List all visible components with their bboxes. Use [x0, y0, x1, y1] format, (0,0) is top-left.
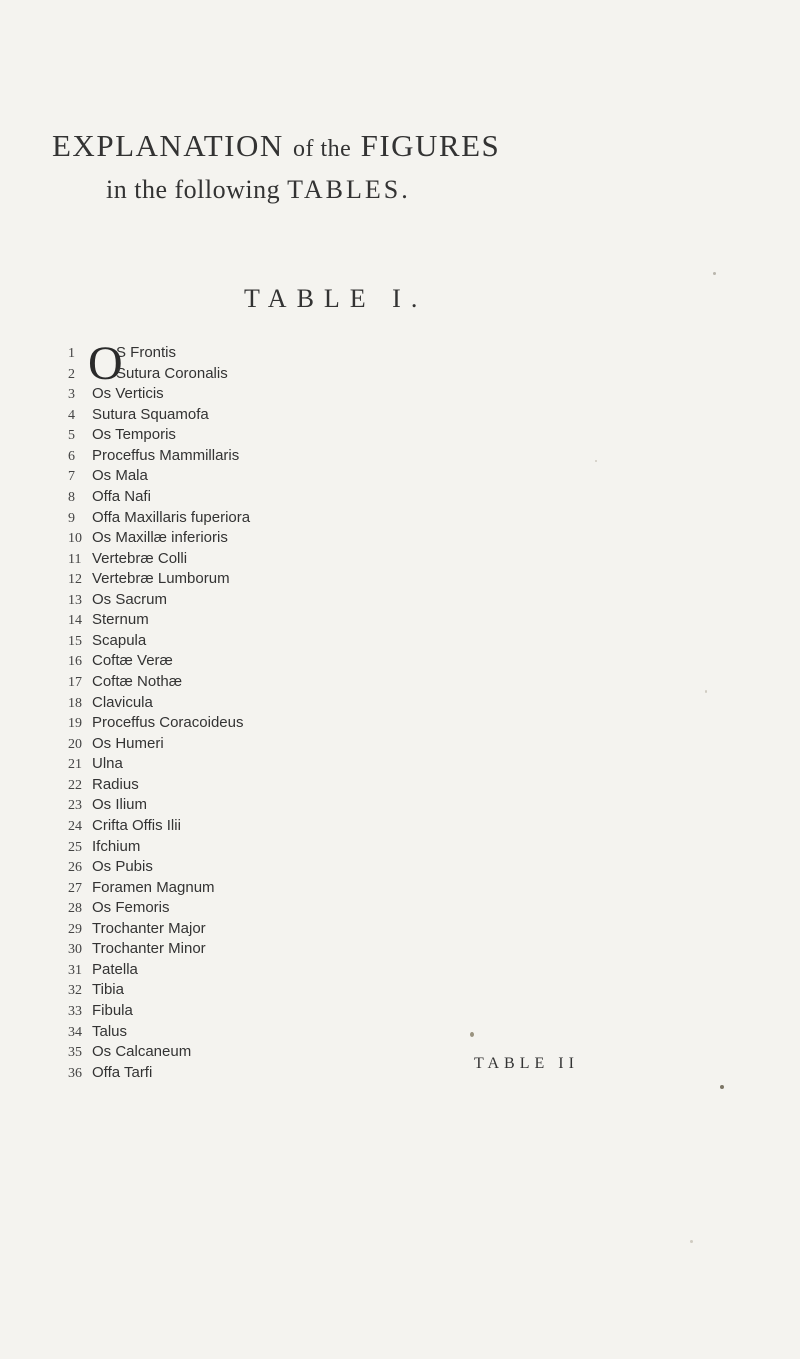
legend-entry-name: Trochanter Minor: [92, 940, 206, 958]
paper-speck: [720, 1085, 724, 1089]
page-heading: [52, 128, 772, 164]
legend-entry-number: 3: [68, 387, 75, 403]
legend-entry: [68, 816, 250, 837]
legend-entry-name: Vertebræ Colli: [92, 549, 188, 567]
legend-entry: [68, 569, 250, 590]
legend-entry-number: 23: [68, 798, 82, 814]
paper-speck: [595, 460, 597, 462]
legend-entry-name: Trochanter Major: [92, 919, 206, 937]
paper-speck: [705, 690, 707, 693]
legend-entry-number: 1: [68, 346, 75, 361]
legend-entry-number: 26: [68, 860, 82, 876]
legend-entry-name: Os Femoris: [92, 899, 170, 917]
legend-entry-name: Crifta Offis Ilii: [92, 816, 181, 834]
legend-entry-number: 32: [68, 983, 82, 999]
legend-entry: [68, 549, 250, 570]
legend-entry-name: Foramen Magnum: [92, 878, 215, 896]
legend-entry: [68, 878, 250, 899]
legend-entry: [68, 508, 250, 529]
drop-cap-letter: O: [88, 337, 123, 390]
legend-entry-number: 34: [68, 1024, 82, 1040]
legend-entry-number: 33: [68, 1004, 82, 1019]
legend-entry: [68, 734, 250, 755]
legend-entry-number: 17: [68, 675, 82, 690]
legend-entry-name: Patella: [92, 960, 138, 978]
legend-entry-name: Fibula: [92, 1002, 133, 1019]
legend-entry-name: Os Verticis: [92, 385, 164, 403]
legend-entry-number: 4: [68, 407, 75, 423]
legend-entry: [68, 672, 250, 693]
legend-entry-name: Ifchium: [92, 837, 141, 855]
legend-entry-number: 18: [68, 695, 82, 711]
legend-entry-name: S Frontis: [116, 344, 177, 361]
figure-legend-list: [68, 337, 251, 1083]
legend-entry-number: 24: [68, 818, 82, 834]
legend-entry-name: Sutura Coronalis: [116, 364, 228, 382]
legend-entry-name: Talus: [92, 1022, 128, 1040]
legend-entry: [68, 631, 250, 652]
legend-entry-number: 27: [68, 880, 82, 896]
paper-speck: [470, 1032, 474, 1037]
legend-entry: [68, 980, 250, 1001]
legend-entry: [68, 775, 250, 796]
legend-entry: [68, 446, 250, 467]
legend-entry-name: Tibia: [92, 981, 124, 999]
legend-entry: [68, 405, 250, 426]
legend-entry-number: 13: [68, 592, 82, 608]
heading-explanation: EXPLANATION: [52, 128, 284, 163]
legend-entry-number: 5: [68, 428, 75, 444]
legend-entry-name: Offa Maxillaris fuperiora: [92, 508, 251, 526]
legend-entry-name: Os Sacrum: [92, 590, 168, 608]
legend-entry-name: Clavicula: [92, 693, 153, 711]
legend-entry-name: Coftæ Veræ: [92, 652, 173, 670]
legend-entry-name: Ulna: [92, 755, 123, 773]
legend-entry: [68, 425, 250, 446]
legend-entry-number: 35: [68, 1045, 82, 1061]
legend-entry-number: 8: [68, 489, 75, 505]
legend-entry: [68, 1063, 250, 1084]
legend-entry-name: Radius: [92, 775, 139, 793]
legend-entry-name: Os Maxillæ inferioris: [92, 529, 228, 547]
legend-entry-number: 2: [68, 366, 75, 382]
legend-entry: [68, 651, 250, 672]
legend-entry: [68, 590, 250, 611]
legend-entry-name: Offa Nafi: [92, 487, 151, 505]
legend-entry: [68, 1022, 250, 1043]
legend-entry: [68, 610, 250, 631]
legend-entry-number: 16: [68, 654, 82, 670]
legend-entry-number: 28: [68, 901, 82, 917]
legend-entry: [68, 487, 250, 508]
legend-entry: [68, 754, 250, 775]
table-title: TABLE I.: [244, 284, 428, 313]
legend-entry: [68, 898, 250, 919]
legend-entry-number: 14: [68, 613, 82, 629]
legend-entry-number: 21: [68, 757, 82, 773]
legend-entry-name: Os Temporis: [92, 426, 176, 444]
heading-figures: FIGURES: [360, 128, 501, 163]
legend-entry-number: 31: [68, 962, 82, 978]
legend-entry: [68, 1042, 250, 1063]
legend-entry-name: Coftæ Nothæ: [92, 673, 183, 690]
catchword: TABLE II: [474, 1055, 579, 1072]
legend-entry: [68, 837, 250, 858]
legend-entry: [68, 528, 250, 549]
paper-speck: [690, 1240, 693, 1243]
legend-entry: [68, 919, 250, 940]
legend-entry: [68, 384, 250, 405]
legend-entry-name: Sternum: [92, 611, 149, 629]
legend-entry: [68, 960, 250, 981]
legend-entry: [68, 364, 250, 385]
legend-entry: [68, 857, 250, 878]
legend-entry: [68, 795, 250, 816]
legend-entry-number: 11: [68, 551, 82, 567]
legend-entry: [68, 939, 250, 960]
legend-entry-name: Sutura Squamofa: [92, 405, 209, 423]
legend-entry-name: Proceffus Coracoideus: [92, 714, 244, 732]
legend-entry-number: 10: [68, 531, 82, 547]
legend-entry-name: Os Ilium: [92, 796, 148, 814]
heading-of-the: of the: [293, 136, 352, 162]
legend-entry-number: 36: [68, 1065, 82, 1081]
legend-entry-number: 29: [68, 921, 82, 937]
legend-entry-name: Vertebræ Lumborum: [92, 570, 230, 588]
legend-entry-number: 6: [68, 448, 75, 464]
legend-entry-number: 12: [68, 572, 82, 588]
legend-entry-name: Os Mala: [92, 467, 148, 485]
legend-entry-number: 15: [68, 633, 82, 649]
legend-entry: [68, 1001, 250, 1022]
legend-entry-number: 19: [68, 716, 82, 732]
page-subheading: [106, 175, 411, 205]
legend-entry-number: 25: [68, 839, 82, 855]
legend-entry-name: Scapula: [92, 631, 147, 649]
subheading-tables: TABLES.: [287, 175, 411, 204]
legend-entry-number: 9: [68, 510, 75, 526]
legend-entry: [68, 466, 250, 487]
subheading-in-the-following: in the following: [106, 175, 281, 204]
legend-entry-number: 22: [68, 777, 82, 793]
legend-entry-name: Os Pubis: [92, 858, 153, 876]
legend-entry-number: 7: [68, 469, 75, 485]
legend-entry: [68, 693, 250, 714]
legend-entry-name: Os Calcaneum: [92, 1043, 192, 1061]
paper-speck: [713, 272, 716, 275]
legend-entry-number: 30: [68, 942, 82, 958]
legend-entry: [68, 713, 250, 734]
legend-entry-name: Proceffus Mammillaris: [92, 446, 240, 464]
legend-entry-number: 20: [68, 736, 82, 752]
legend-entry-name: Offa Tarfi: [92, 1063, 153, 1081]
legend-entry-name: Os Humeri: [92, 734, 164, 752]
